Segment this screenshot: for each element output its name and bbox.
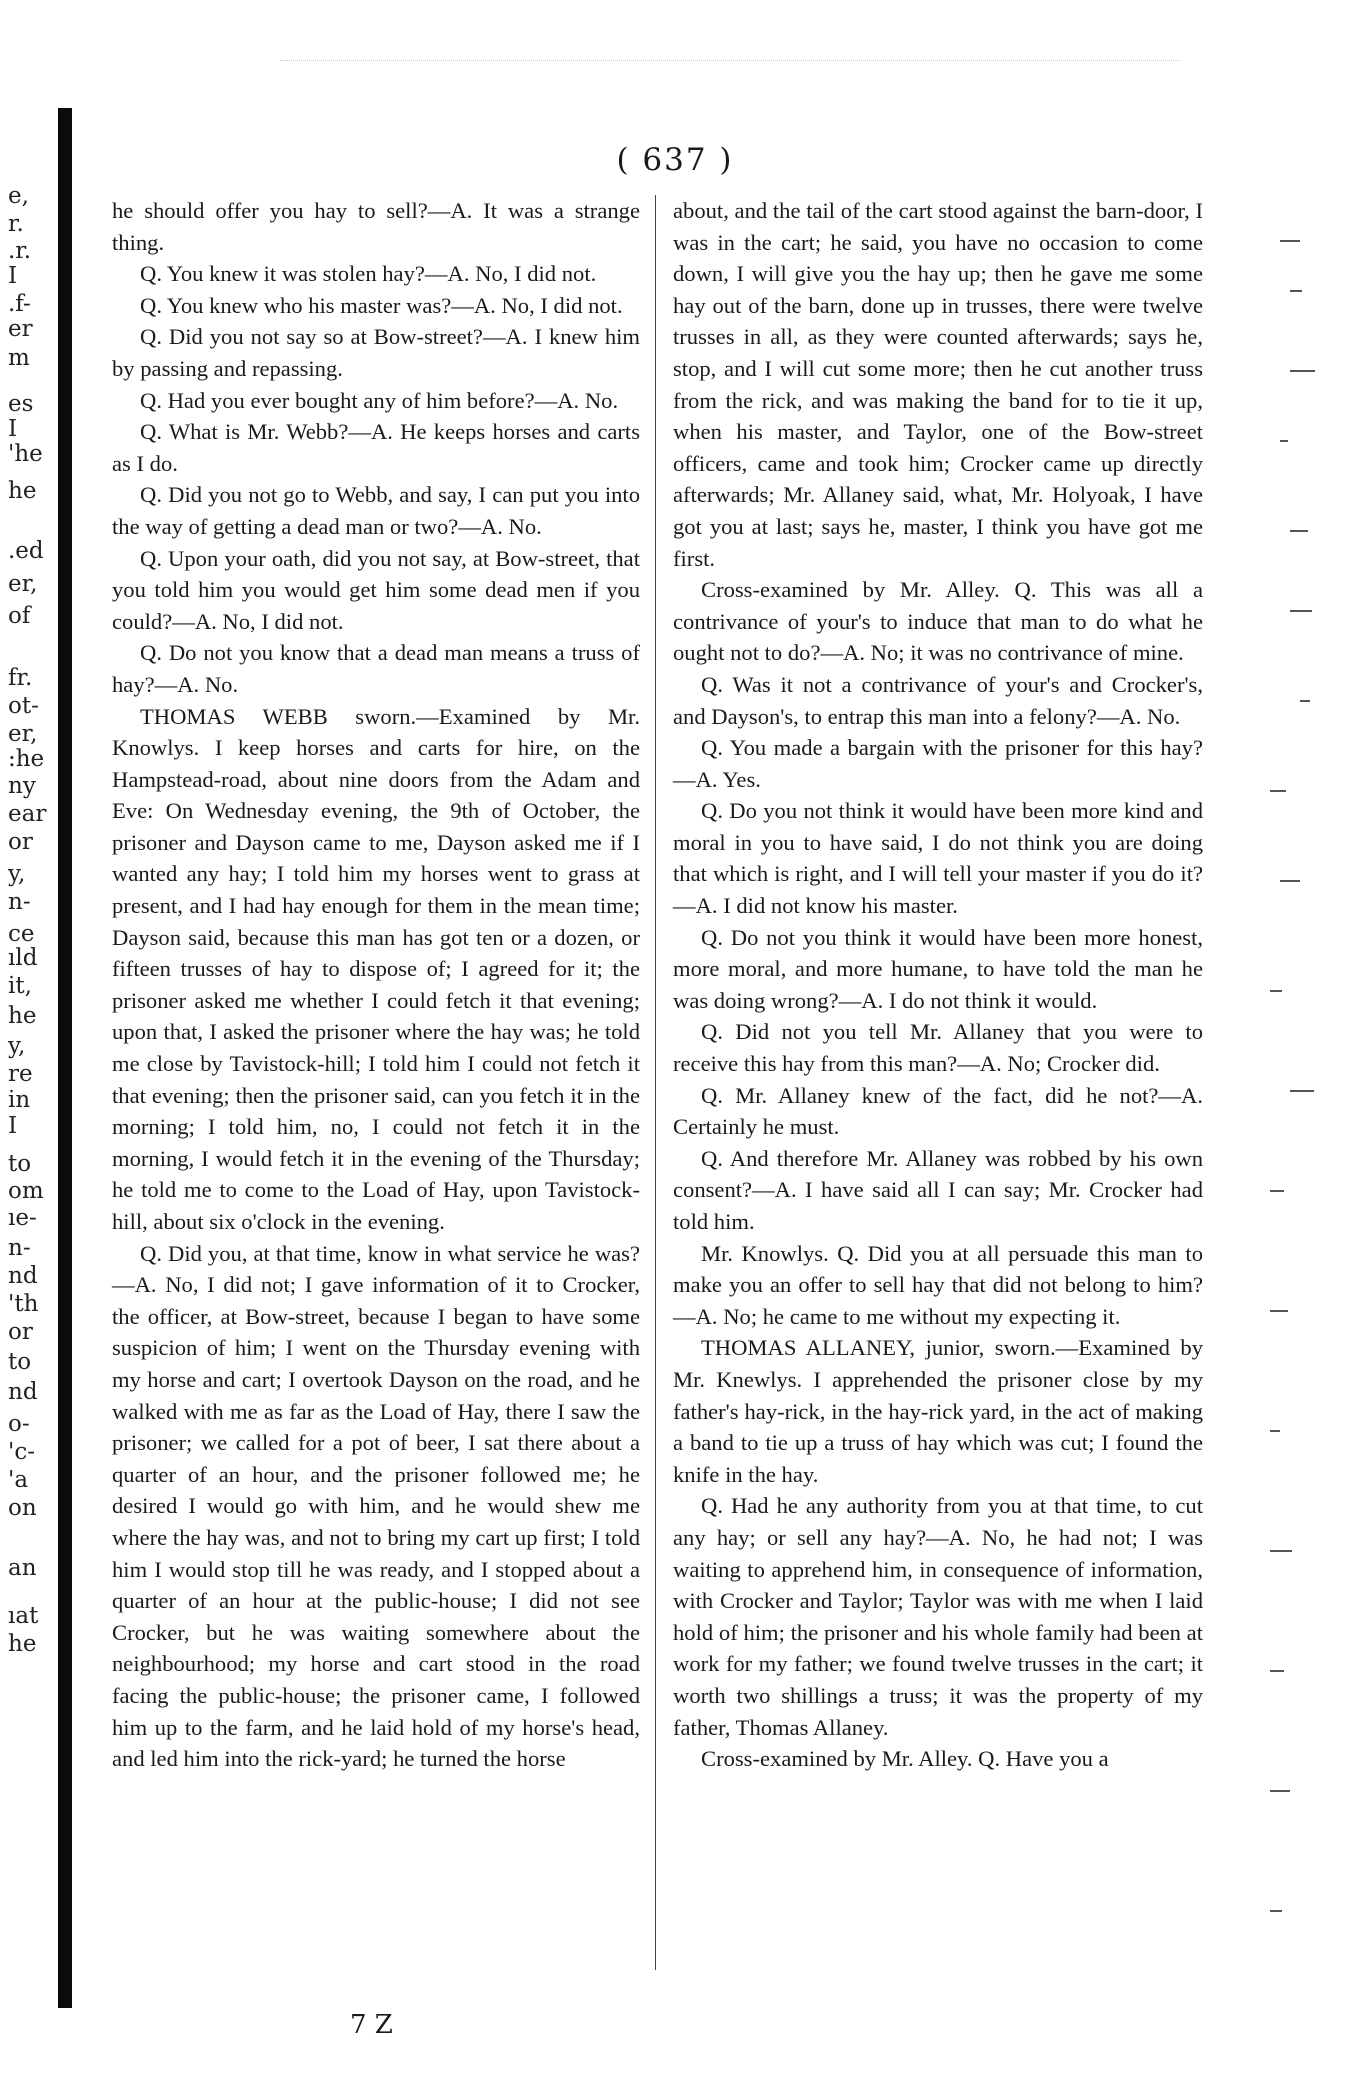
bleed-mark [1270, 1670, 1284, 1672]
paragraph: Q. Mr. Allaney knew of the fact, did he not?—A. Certainly he must. [673, 1082, 1203, 1140]
paragraph: Q. Had you ever bought any of him before?—A. No. [140, 387, 619, 413]
paragraph: Q. What is Mr. Webb?—A. He keeps horses and carts as I do. [112, 419, 640, 476]
bleed-fragment: 'he [8, 441, 43, 467]
bleed-mark [1270, 1910, 1282, 1912]
paragraph: Q. And therefore Mr. Allaney was robbed by his own consent?—A. I have said all I can say; Mr. Crocker had told him. [673, 1145, 1203, 1234]
binding-gutter [58, 108, 72, 2008]
bleed-mark [1280, 880, 1300, 882]
bleed-fragment: to [8, 1349, 32, 1375]
bleed-fragment: ıe- [8, 1205, 37, 1231]
bleed-fragment: .r. [8, 238, 32, 264]
bleed-fragment: es [8, 391, 34, 417]
bleed-fragment: ot- [8, 693, 39, 719]
bleed-fragment: or [8, 829, 33, 855]
bleed-fragment: I [8, 1113, 18, 1139]
paragraph: he should offer you hay to sell?—A. It was a strange thing. [112, 198, 640, 255]
paragraph: Mr. Knowlys. Q. Did you at all persuade this man to make you an offer to sell hay that did not belong to him?—A. No; he came to me without my expecting it. [673, 1240, 1203, 1329]
bleed-fragment: fr. [8, 665, 33, 691]
bleed-fragment: ce [8, 921, 35, 947]
bleed-fragment: ıat [8, 1603, 39, 1629]
bleed-mark [1290, 290, 1302, 292]
paragraph: Cross-examined by Mr. Alley. Q. Have you a [701, 1746, 1109, 1772]
bleed-fragment: re [8, 1061, 33, 1087]
paragraph: Q. Did not you tell Mr. Allaney that you were to receive this hay from this man?—A. No; Crocker did. [673, 1019, 1203, 1077]
bleed-fragment: ıld [8, 945, 38, 971]
bleed-fragment: 'c- [8, 1439, 35, 1465]
bleed-fragment: y, [8, 861, 26, 887]
bleed-fragment: ear [8, 801, 47, 827]
bleed-fragment: er, [8, 571, 38, 597]
bleed-fragment: ny [8, 773, 36, 799]
bleed-fragment: he [8, 1631, 37, 1657]
bleed-fragment: of [8, 603, 31, 629]
bleed-fragment: he [8, 1003, 37, 1029]
bleed-mark [1290, 1090, 1314, 1092]
bleed-fragment: o- [8, 1411, 30, 1437]
top-margin-noise [280, 60, 1180, 77]
bleed-fragment: .f- [8, 291, 31, 317]
bleed-fragment: it, [8, 973, 32, 999]
right-edge-bleed [1240, 230, 1340, 1990]
bleed-mark [1290, 370, 1315, 372]
bleed-fragment: 'a [8, 1467, 29, 1493]
bleed-fragment: an [8, 1555, 37, 1581]
paragraph: Cross-examined by Mr. Alley. Q. This was all a contrivance of your's to induce that man to do what he ought not to do?—A. No; it was no contrivance of mine. [673, 577, 1203, 666]
bleed-mark [1270, 790, 1286, 792]
left-text-column [112, 195, 640, 1775]
bleed-fragment: on [8, 1495, 37, 1521]
bleed-fragment: to [8, 1151, 32, 1177]
paragraph: Q. Do not you know that a dead man means a truss of hay?—A. No. [112, 640, 640, 697]
bleed-mark [1290, 610, 1312, 612]
bleed-fragment: 'th [8, 1291, 39, 1317]
bleed-fragment: e, [8, 183, 29, 209]
bleed-mark [1270, 1550, 1292, 1552]
paragraph: Q. Do you not think it would have been more kind and moral in you to have said, I do not think you are doing that which is right, and I will tell your master if you do it?—A. I did not know his master. [673, 798, 1203, 919]
bleed-mark [1300, 700, 1310, 702]
bleed-fragment: n- [8, 889, 31, 915]
paragraph: Q. Was it not a contrivance of your's and Crocker's, and Dayson's, to entrap this man into a felony?—A. No. [673, 671, 1203, 729]
paragraph: Q. Upon your oath, did you not say, at Bow-street, that you told him you would get him some dead men if you could?—A. No, I did not. [112, 545, 640, 634]
column-divider [655, 195, 656, 1970]
bleed-mark [1270, 990, 1282, 992]
bleed-fragment: he [8, 478, 37, 504]
bleed-mark [1280, 240, 1300, 242]
paragraph: THOMAS WEBB sworn.—Examined by Mr. Knowlys. I keep horses and carts for hire, on the Hampstead-road, about nine doors from the Adam and Eve: On Wednesday evening, the 9th of October, the prisoner and Dayson came to me, Dayson asked me if I wanted any hay; I told him my horses went to grass at present, and I had hay enough for them in the mean time; Dayson said, because this man has got ten or a dozen, or fifteen trusses of hay to dispose of; I agreed for it; the prisoner asked me whether I could fetch it that evening; upon that, I asked the prisoner where the hay was; he told me close by Tavistock-hill; I told him I could not fetch it that evening; then the prisoner said, can you fetch it in the morning; I told him, no, I could not fetch it in the morning, I would fetch it in the evening of the Thursday; he told me to come to the Load of Hay, upon Tavistock-hill, about six o'clock in the evening. [112, 703, 640, 1234]
bleed-fragment: er [8, 316, 33, 342]
bleed-fragment: I [8, 263, 18, 289]
bleed-mark [1270, 1430, 1280, 1432]
signature-mark: 7 Z [350, 2010, 393, 2040]
bleed-fragment: .ed [8, 538, 44, 564]
page-number: ( 637 ) [616, 142, 734, 178]
bleed-fragment: nd [8, 1263, 38, 1289]
bleed-fragment: nd [8, 1379, 38, 1405]
bleed-fragment: y, [8, 1033, 26, 1059]
bleed-fragment: n- [8, 1235, 31, 1261]
paragraph: Q. You knew who his master was?—A. No, I did not. [140, 292, 623, 318]
bleed-fragment: :he [8, 746, 45, 772]
bleed-fragment: m [8, 345, 30, 371]
bleed-fragment: r. [8, 211, 24, 237]
bleed-mark [1280, 440, 1288, 442]
bleed-fragment: in [8, 1087, 31, 1113]
paragraph: Q. Did you not say so at Bow-street?—A. I knew him by passing and repassing. [112, 324, 640, 381]
paragraph: THOMAS ALLANEY, junior, sworn.—Examined by Mr. Knewlys. I apprehended the prisoner close by my father's hay-rick, in the hay-rick yard, in the act of making a band to tie up a truss of hay which was cut; I found the knife in the hay. [673, 1335, 1203, 1487]
bleed-mark [1290, 530, 1308, 532]
bleed-mark [1270, 1190, 1284, 1192]
paragraph: Q. Did you not go to Webb, and say, I can put you into the way of getting a dead man or two?—A. No. [112, 482, 640, 539]
bleed-mark [1270, 1790, 1290, 1792]
paragraph: Q. You made a bargain with the prisoner for this hay?—A. Yes. [673, 735, 1203, 792]
bleed-fragment: er, [8, 721, 38, 747]
paragraph: Q. Had he any authority from you at that time, to cut any hay; or sell any hay?—A. No, he had not; I was waiting to apprehend him, in consequence of information, with Crocker and Taylor; Taylor was with me when I laid hold of him; the prisoner and his whole family had been at work for my father; we found twelve trusses in the cart; it worth two shillings a truss; it was the property of my father, Thomas Allaney. [673, 1493, 1203, 1740]
bleed-fragment: or [8, 1319, 33, 1345]
paragraph: about, and the tail of the cart stood against the barn-door, I was in the cart; he said, you have no occasion to come down, I will give you the hay up; then he gave me some hay out of the barn, done up in trusses, there were twelve trusses in all, as they were counted afterwards; says he, stop, and I will cut some more; then he cut another truss from the rick, and was making the band for to tie it up, when his master, and Taylor, one of the Bow-street officers, came and took him; Crocker came up directly afterwards; Mr. Allaney said, what, Mr. Holyoak, I have got you at last; says he, master, I think you have got me first. [673, 198, 1203, 571]
bleed-mark [1270, 1310, 1288, 1312]
paragraph: Q. You knew it was stolen hay?—A. No, I did not. [140, 261, 597, 287]
paragraph: Q. Did you, at that time, know in what service he was?—A. No, I did not; I gave information of it to Crocker, the officer, at Bow-street, because I began to have some suspicion of him; I went on the Thursday evening with my horse and cart; I overtook Dayson on the road, and he walked with me as far as the Load of Hay, there I saw the prisoner; we called for a pot of beer, I sat there about a quarter of an hour, and the prisoner followed me; he desired I would go with him, and he would shew me where the hay was, and not to bring my cart up first; I told him I would stop till he was ready, and I stopped about a quarter of an hour at the public-house; I did not see Crocker, but he was waiting somewhere about the neighbourhood; my horse and cart stood in the road facing the public-house; the prisoner came, I followed him up to the farm, and he laid hold of my horse's head, and led him into the rick-yard; he turned the horse [112, 1240, 640, 1772]
right-text-column [673, 195, 1203, 1775]
paragraph: Q. Do not you think it would have been more honest, more moral, and more humane, to have told the man he was doing wrong?—A. I do not think it would. [673, 924, 1203, 1013]
bleed-fragment: om [8, 1178, 44, 1204]
bleed-fragment: I [8, 416, 18, 442]
